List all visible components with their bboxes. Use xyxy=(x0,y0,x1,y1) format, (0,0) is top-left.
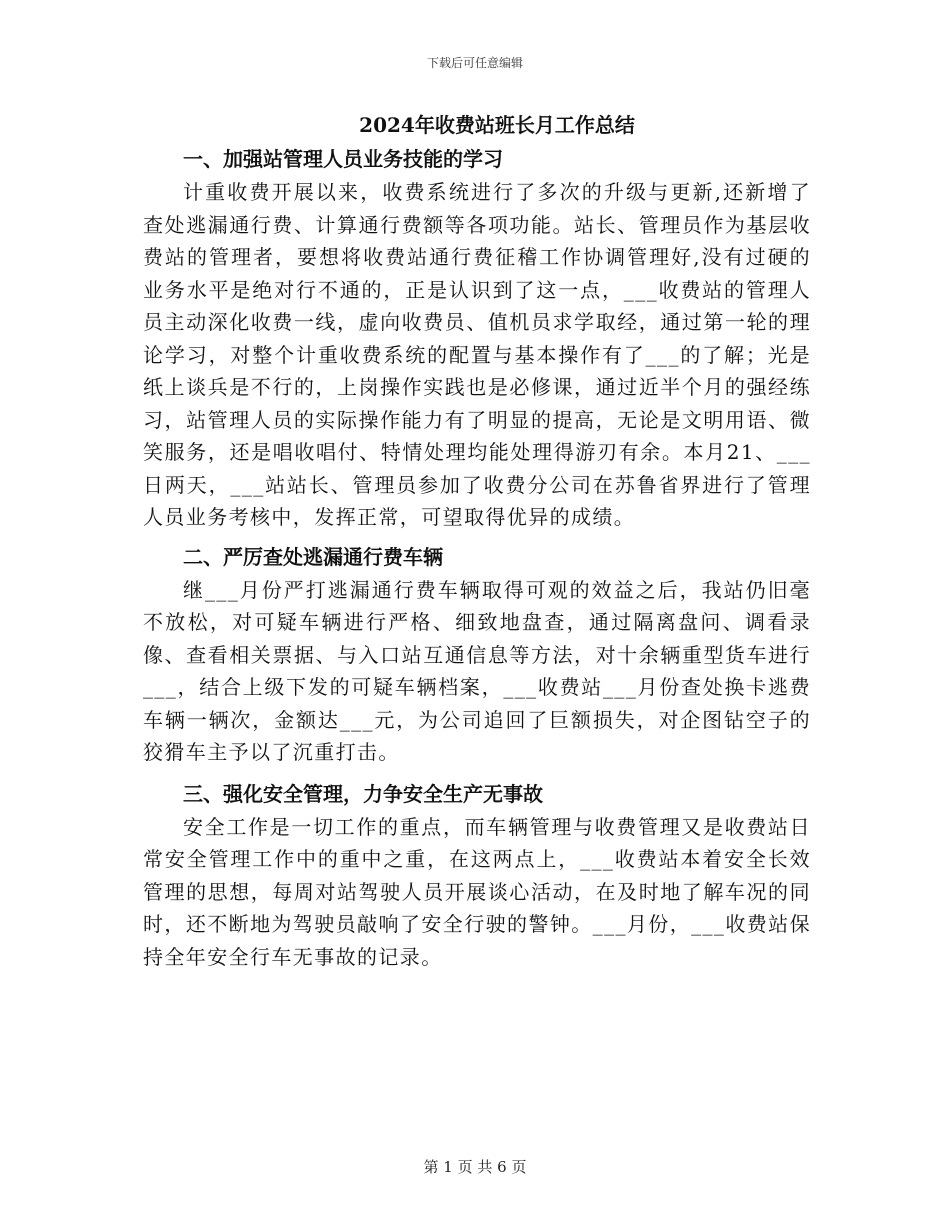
page-header-note: 下载后可任意编辑 xyxy=(426,56,523,70)
section-heading-3: 三、强化安全管理，力争安全生产无事故 xyxy=(183,781,543,806)
section-paragraph-3: 安全工作是一切工作的重点，而车辆管理与收费管理又是收费站日常安全管理工作中的重中之重，在这两点上，___收费站本着安全长效管理的思想，每周对站驾驶人员开展谈心活动，在及时地了解车况的同时，还不断地为驾驶员敲响了安全行驶的警钟。___月份，___收费站保持全年安全行车无事故的记录。 xyxy=(143,814,811,969)
page-number: 第 1 页 共 6 页 xyxy=(423,1158,527,1176)
section-heading-2: 二、严厉查处逃漏通行费车辆 xyxy=(183,544,443,569)
section-heading-1: 一、加强站管理人员业务技能的学习 xyxy=(183,147,503,171)
section-paragraph-1: 计重收费开展以来，收费系统进行了多次的升级与更新,还新增了查处逃漏通行费、计算通行费额等各项功能。站长、管理员作为基层收费站的管理者，要想将收费站通行费征稽工作协调管理好,没有过硬的业务水平是绝对行不通的，正是认识到了这一点，___收费站的管理人员主动深化收费一线，虚向收费员、值机员求学取经，通过第一轮的理论学习，对整个计重收费系统的配置与基本操作有了___的了解；光是纸上谈兵是不行的，上岗操作实践也是必修课，通过近半个月的强经练习，站管理人员的实际操作能力有了明显的提高，无论是文明用语、微笑服务，还是唱收唱付、特情处理均能处理得游刃有余。本月21、___日两天，___站站长、管理员参加了收费分公司在苏鲁省界进行了管理人员业务考核中，发挥正常，可望取得优异的成绩。 xyxy=(143,180,811,529)
document-title: 2024年收费站班长月工作总结 xyxy=(359,113,635,137)
document-body xyxy=(143,108,811,973)
section-paragraph-2: 继___月份严打逃漏通行费车辆取得可观的效益之后，我站仍旧毫不放松，对可疑车辆进行严格、细致地盘查，通过隔离盘问、调看录像、查看相关票据、与入口站互通信息等方法，对十余辆重型货车进行___，结合上级下发的可疑车辆档案，___收费站___月份查处换卡逃费车辆一辆次，金额达___元，为公司追回了巨额损失，对企图钻空子的狡猾车主予以了沉重打击。 xyxy=(143,577,811,764)
